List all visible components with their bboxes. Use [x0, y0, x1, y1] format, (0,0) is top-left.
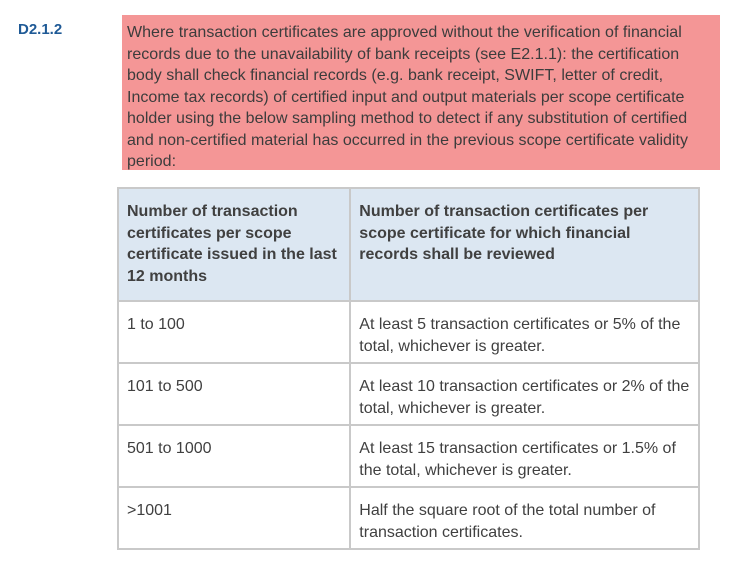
requirement-cell: Half the square root of the total number of transaction certificates. [350, 487, 699, 549]
highlighted-clause-text: Where transaction certificates are approved without the verification of financial records due to the unavailability of bank receipts (see E2.1.1): the certification body shall check financial records (e.g. bank receipt, SWIFT, letter of credit, Income tax records) of certified input and output materials per scope certificate holder using the below sampling method to detect if any substitution of certified and non-certified material has occurred in the previous scope certificate validity period: [122, 15, 720, 170]
range-cell: 101 to 500 [118, 363, 350, 425]
requirement-cell: At least 5 transaction certificates or 5% of the total, whichever is greater. [350, 301, 699, 363]
clause-id: D2.1.2 [18, 21, 63, 38]
range-cell: 1 to 100 [118, 301, 350, 363]
requirement-cell: At least 15 transaction certificates or 1.5% of the total, whichever is greater. [350, 425, 699, 487]
table-row [118, 425, 699, 487]
requirement-cell: At least 10 transaction certificates or 2% of the total, whichever is greater. [350, 363, 699, 425]
header-tc-issued: Number of transaction certificates per scope certificate issued in the last 12 months [118, 188, 350, 301]
range-cell: 501 to 1000 [118, 425, 350, 487]
table-header-row [118, 188, 699, 301]
table-row [118, 363, 699, 425]
range-cell: >1001 [118, 487, 350, 549]
sampling-table [117, 187, 700, 550]
table-row [118, 301, 699, 363]
header-tc-reviewed: Number of transaction certificates per scope certificate for which financial records shall be reviewed [350, 188, 699, 301]
table-row [118, 487, 699, 549]
